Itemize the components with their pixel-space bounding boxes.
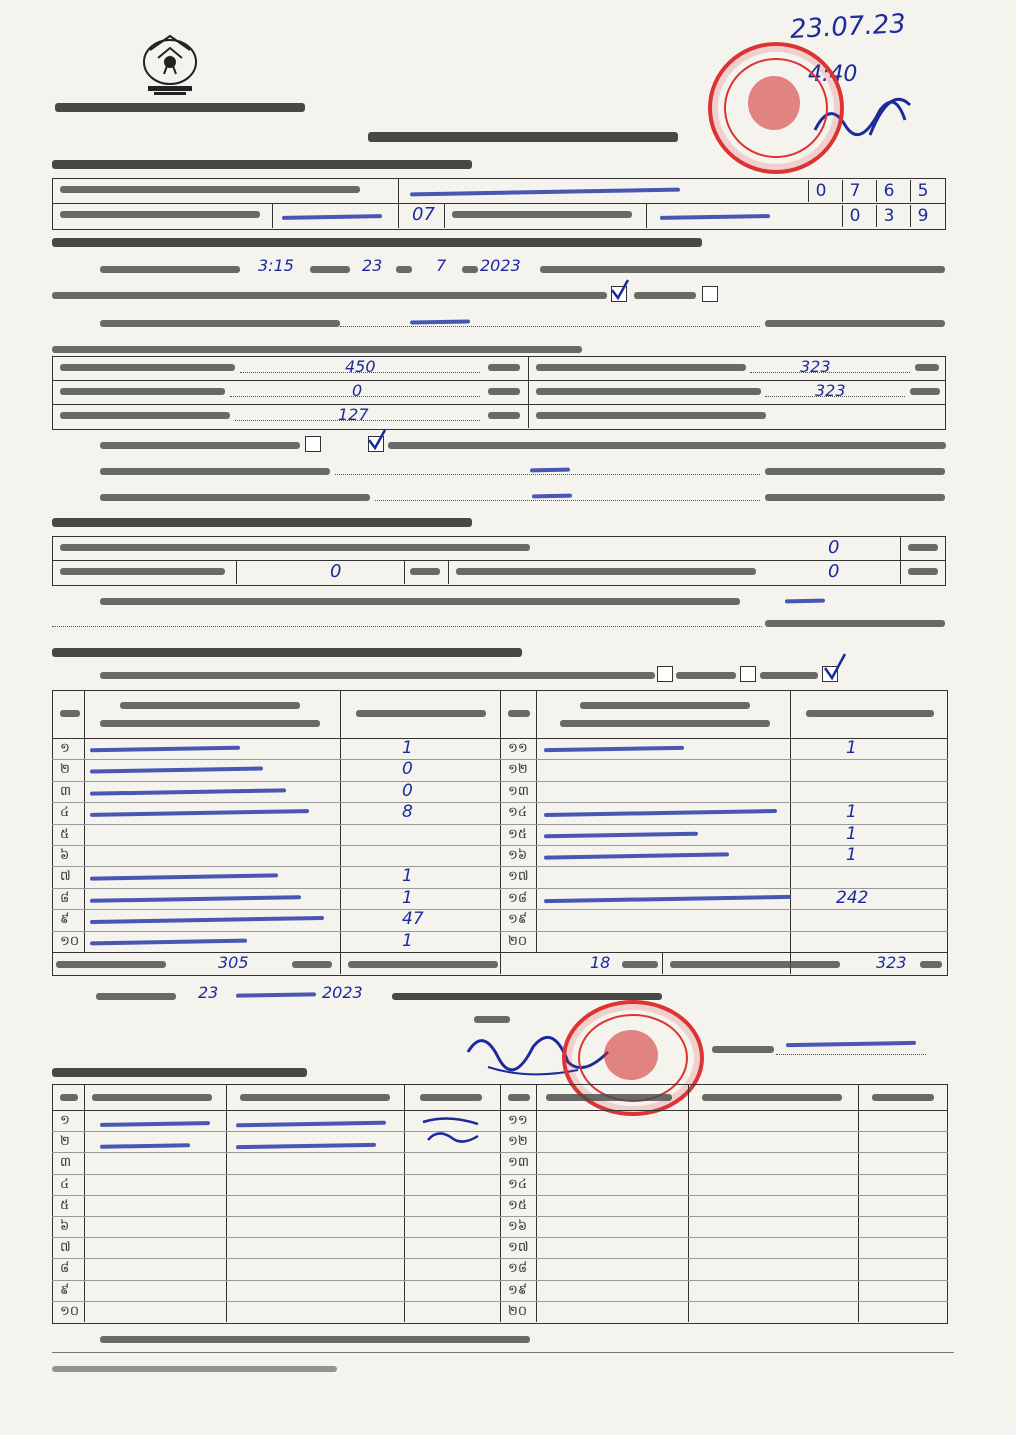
check-mark-icon <box>366 428 388 452</box>
row-number: ៦ <box>60 1219 70 1234</box>
row-number: ១៩ <box>508 912 528 928</box>
row-number: ៧ <box>60 869 71 885</box>
row-number: ១៣ <box>508 783 529 799</box>
row-number: ៦ <box>60 848 70 863</box>
valid-total-value: 305 <box>218 953 249 972</box>
row-number: ៥ <box>60 826 70 842</box>
row-number: ១៥ <box>508 826 528 842</box>
party-votes-value: 1 <box>846 845 857 865</box>
party-votes-value: 8 <box>402 802 413 823</box>
row-number: ១៨ <box>508 1261 528 1277</box>
party-votes-value: 1 <box>846 738 857 758</box>
note-handwritten-3 <box>532 494 572 499</box>
agent-signature-1 <box>418 1112 488 1148</box>
row-number: ១ <box>60 1113 70 1128</box>
count-day: 23 <box>362 256 383 275</box>
checkbox-sheets-1[interactable] <box>657 666 673 682</box>
note-handwritten-4 <box>785 599 825 604</box>
sign-year: 2023 <box>322 983 363 1002</box>
row-number: ៣ <box>60 1155 72 1171</box>
party-votes-value: 242 <box>836 887 869 908</box>
row-number: ១៧ <box>508 1240 529 1256</box>
count-time: 3:15 <box>258 256 294 275</box>
unused-ballots-value: 127 <box>338 405 369 424</box>
party-votes-value: 1 <box>402 930 413 951</box>
party-votes-value: 1 <box>846 802 857 823</box>
voters-voted-value: 323 <box>800 357 831 376</box>
date-stamp: 23.07.23 <box>789 8 907 46</box>
row-number: ១១ <box>508 1113 528 1128</box>
row-number: ១១ <box>508 741 528 756</box>
section3-heading <box>52 518 472 527</box>
section4-heading <box>52 648 522 657</box>
row-number: ៥ <box>60 1197 70 1213</box>
secretary-signature <box>786 1041 916 1047</box>
party-votes-value: 0 <box>402 759 413 780</box>
sign-day: 23 <box>198 983 219 1002</box>
row-number: ១៤ <box>508 805 528 821</box>
secretary-label <box>712 1046 774 1053</box>
complaints-count-value: 0 <box>828 537 840 558</box>
row-number: ១៤ <box>508 1176 528 1192</box>
section5-heading <box>52 1068 307 1077</box>
party-votes-value: 1 <box>402 866 413 887</box>
checkbox-has-difference[interactable] <box>702 286 718 302</box>
row-number: ១២ <box>508 762 528 778</box>
note-handwritten-1 <box>410 319 470 324</box>
party-votes-value: 1 <box>846 823 857 844</box>
form-title <box>368 132 678 142</box>
row-number: ១៨ <box>508 890 528 906</box>
received-ballots-value: 450 <box>345 357 376 376</box>
row-number: ៩ <box>60 1282 70 1298</box>
note-handwritten-2 <box>530 468 570 473</box>
referred-count-value: 0 <box>828 561 840 582</box>
ballots-in-box-value: 323 <box>815 381 846 400</box>
row-number: ១០ <box>60 933 80 949</box>
row-number: ២០ <box>508 1303 528 1319</box>
row-number: ១៦ <box>508 1219 528 1234</box>
district-number: 07 <box>412 204 435 225</box>
row-number: ៤ <box>60 1176 70 1192</box>
row-number: ៨ <box>60 890 70 906</box>
check-mark-icon <box>822 652 848 682</box>
row-number: ៨ <box>60 1261 70 1277</box>
party-votes-value: 1 <box>402 887 413 908</box>
center-code: 0 7 6 5 <box>808 180 946 202</box>
row-number: ១៦ <box>508 848 528 863</box>
checkbox-sheets-2[interactable] <box>740 666 756 682</box>
check-mark-icon <box>609 278 631 302</box>
party-votes-value: 47 <box>402 909 424 930</box>
official-stamp-top <box>708 42 844 174</box>
section2-heading <box>52 238 702 247</box>
row-number: ១៥ <box>508 1197 528 1213</box>
row-number: ១៧ <box>508 869 529 885</box>
row-number: ៧ <box>60 1240 71 1256</box>
row-number: ៣ <box>60 783 72 799</box>
section1-heading <box>52 160 472 169</box>
row-number: ១៣ <box>508 1155 529 1171</box>
row-number: ១ <box>60 741 70 756</box>
party-votes-value: 1 <box>402 738 413 758</box>
row-number: ១២ <box>508 1134 528 1150</box>
row-number: ១០ <box>60 1303 80 1319</box>
row-number: ២០ <box>508 933 528 949</box>
count-month: 7 <box>436 256 447 275</box>
count-year: 2023 <box>480 256 521 275</box>
row-number: ២ <box>60 762 70 778</box>
time-stamp: 4:40 <box>808 62 858 87</box>
box-total-value: 323 <box>876 953 907 972</box>
nec-logo-icon <box>130 28 210 100</box>
resolved-count-value: 0 <box>330 561 342 582</box>
invalid-total-value: 18 <box>590 953 611 972</box>
sign-month-handwritten <box>236 992 316 997</box>
spoiled-ballots-value: 0 <box>352 381 363 400</box>
checkbox-equal-yes[interactable] <box>305 436 321 452</box>
row-number: ២ <box>60 1134 70 1150</box>
row-number: ៤ <box>60 805 70 821</box>
commune-code: 0 3 9 <box>842 205 946 227</box>
row-number: ១៩ <box>508 1282 528 1298</box>
party-votes-value: 0 <box>402 780 413 801</box>
row-number: ៩ <box>60 912 70 928</box>
